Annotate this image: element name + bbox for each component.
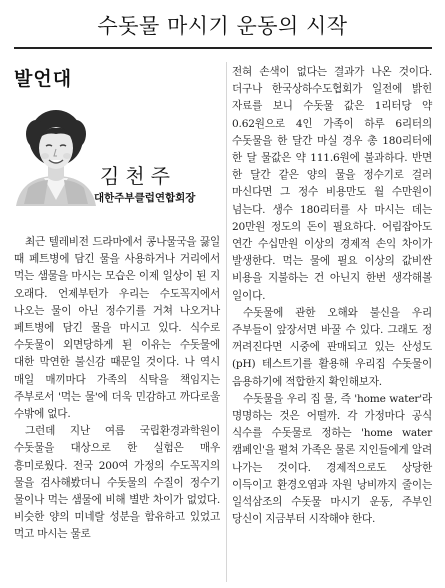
body-paragraph: 수돗물에 관한 오해와 불신을 우리 주부들이 앞장서면 바꿀 수 있다. 그래도 정 꺼려진다면 시중에 판매되고 있는 산성도(pH) 테스트기를 활용해 우리집 수돗물이 음용하기에 적합한지 확인해보자. [232,306,432,388]
headline-divider [14,47,432,49]
body-paragraph: 최근 텔레비전 드라마에서 콩나물국을 끓일 때 페트병에 담긴 물을 사용하거나 거리에서 먹는 샘물을 마시는 모습은 이제 일상이 된 지 오래다. 언제부턴가 우리는 수도꼭지에서 나오는 물이 아닌 정수기를 거쳐 나오거나 페트병에 담긴 물을 마시고 있다. 식수로 수돗물이 외면당하게 된 이유는 수돗물에 대한 막연한 불신감 때문일 것이다. 나 역시 매일 매끼마다 가족의 식탁을 책임지는 주부로서 '먹는 물'에 더욱 민감하고 까다로울 수밖에 없다. [14,236,220,421]
body-paragraph: 전혀 손색이 없다는 결과가 나온 것이다. 더구나 한국상하수도협회가 일전에 밝힌 자료를 보니 수돗물 값은 1리터당 약 0.62원으로 4인 가족이 하루 6리터의 수돗물을 한 달간 마실 경우 총 180리터에 한 달 물값은 약 111.6원에 불과하다. 반면 한 달간 같은 양의 물을 정수기로 걸러 마신다면 그 정수 비용만도 월 수만원이 넘는다. 생수 180리터를 사 마시는 데는 20만원 정도의 돈이 필요하다. 어림잡아도 연간 수십만원 이상의 경제적 손익 차이가 발생한다. 먹는 물에 필요 이상의 값비싼 비용을 지불하는 건 아닌지 한번 생각해볼 일이다. [232,66,432,302]
column-label: 발언대 [14,68,73,90]
author-portrait [14,104,98,206]
article-headline: 수돗물 마시기 운동의 시작 [97,14,348,38]
author-title: 대한주부클럽연합회장 [94,192,196,204]
article-body-right-column [232,64,432,528]
author-name: 김천주 [100,164,176,188]
column-divider [226,62,227,582]
body-paragraph: 수돗물을 우리 집 물, 즉 'home water'라 명명하는 것은 어떨까. 각 가정마다 공식 식수를 수돗물로 정하는 'home water 캠페인'을 펼쳐 가족은 물론 지인들에게 알려 나가는 것이다. 경제적으로도 상당한 이득이고 환경오염과 자원 낭비까지 줄이는 일석삼조의 수돗물 마시기 운동, 주부인 당신이 지금부터 시작해야 한다. [232,392,432,526]
body-paragraph: 그런데 지난 여름 국립환경과학원이 수돗물을 대상으로 한 실험은 매우 흥미로웠다. 전국 200여 가정의 수도꼭지의 물을 검사해봤더니 수돗물의 수질이 정수기 물이나 먹는 샘물에 비해 별반 차이가 없었다. 비슷한 양의 미네랄 성분을 함유하고 있었고 먹고 마시는 물로 [14,425,220,541]
article-body-left-column [14,234,220,544]
